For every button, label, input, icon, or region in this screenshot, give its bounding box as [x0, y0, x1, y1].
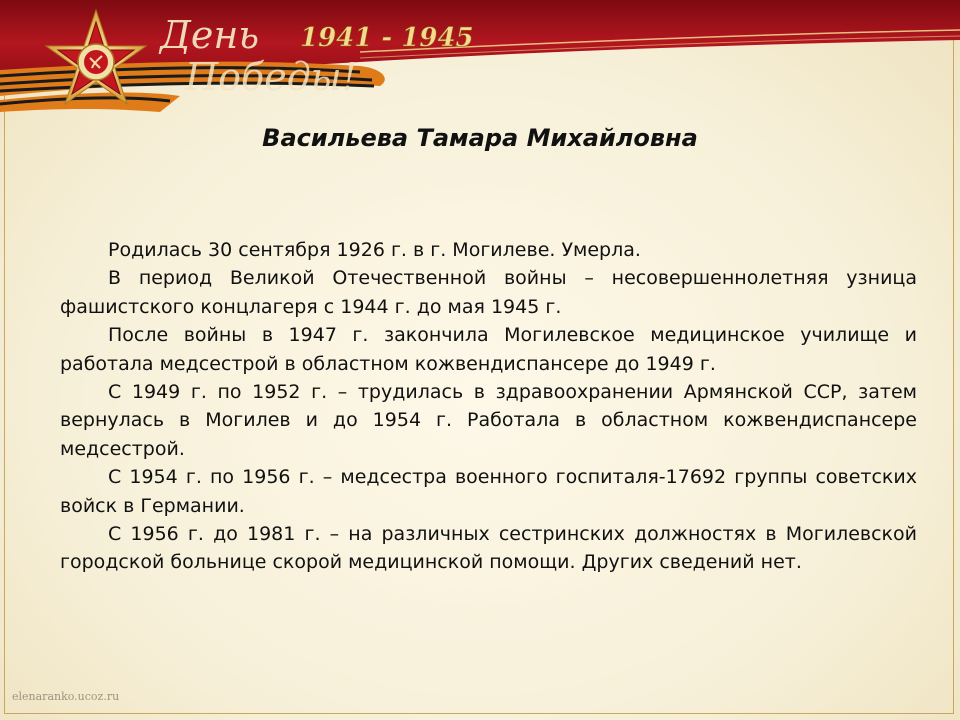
paragraph: С 1956 г. до 1981 г. – на различных сестринских должностях в Могилевской городской больнице скорой медицинской помощи. Других сведений нет. — [60, 523, 917, 574]
paragraph: Родилась 30 сентября 1926 г. в г. Могилеве. Умерла. — [108, 239, 641, 261]
paragraph: С 1949 г. по 1952 г. – трудилась в здравоохранении Армянской ССР, затем вернулась в Могилев и до 1954 г. Работала в областном кожвендиспансере медсестрой. — [60, 381, 917, 460]
page-title: Васильева Тамара Михайловна — [262, 124, 698, 152]
paragraph: После войны в 1947 г. закончила Могилевское медицинское училище и работала медсестрой в областном кожвендиспансере до 1949 г. — [60, 324, 917, 375]
footer-watermark: elenaranko.ucoz.ru — [12, 690, 120, 703]
biography-text — [60, 236, 917, 577]
banner-years: 1941 - 1945 — [300, 23, 474, 53]
victory-day-banner — [0, 0, 960, 120]
banner-day-text: День — [160, 13, 260, 57]
banner-victory-text: Победы! — [185, 55, 358, 99]
paragraph: С 1954 г. по 1956 г. – медсестра военного госпиталя-17692 группы советских войск в Германии. — [60, 466, 917, 517]
paragraph: В период Великой Отечественной войны – несовершеннолетняя узница фашистского концлагеря с 1944 г. до мая 1945 г. — [60, 267, 917, 318]
